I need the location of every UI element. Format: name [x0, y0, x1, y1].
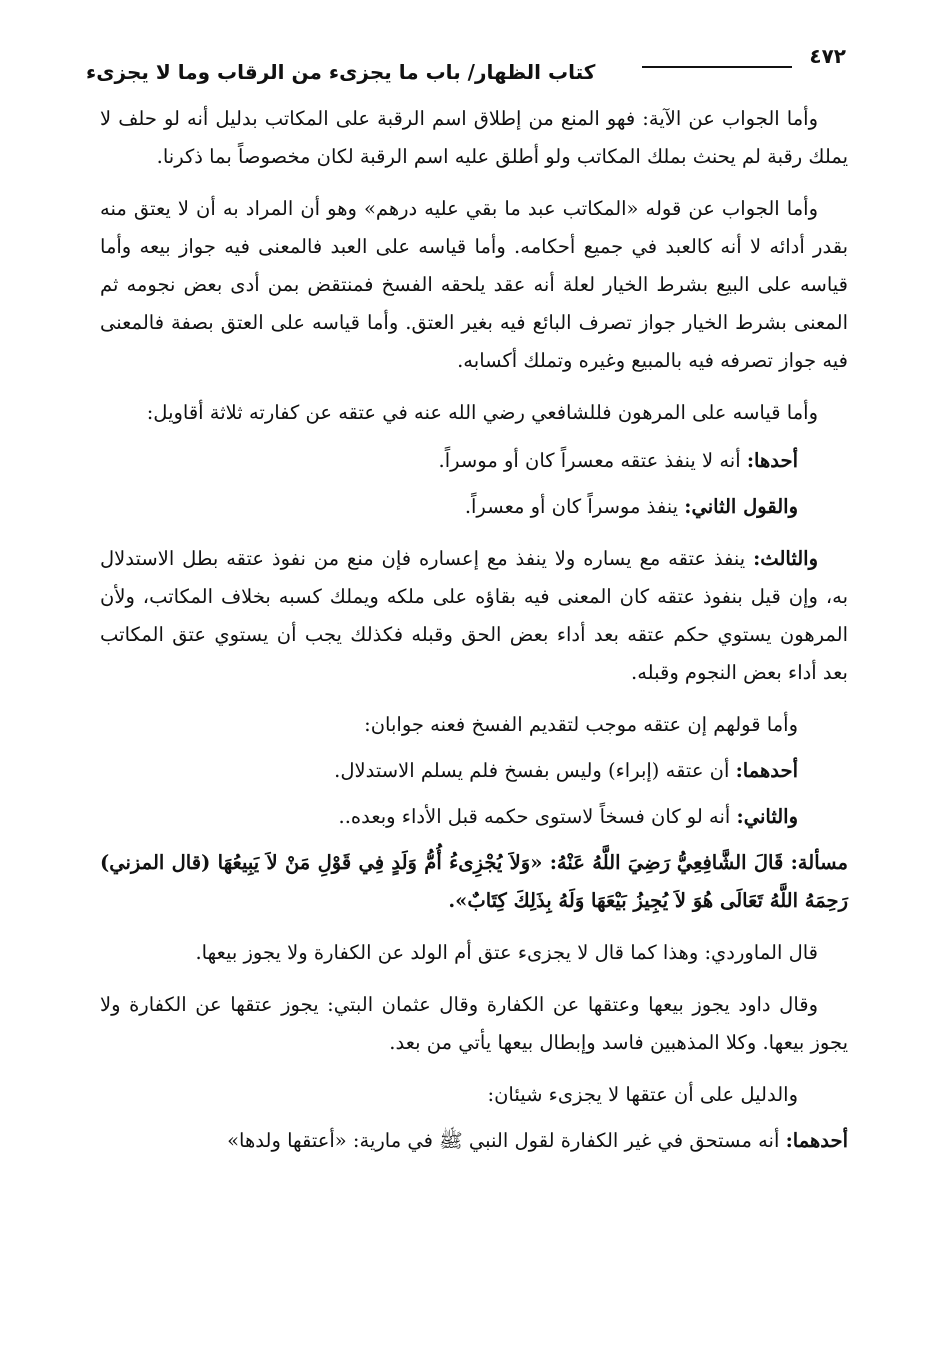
paragraph-masala: [100, 844, 848, 920]
paragraph-lead: أحدها:: [746, 449, 798, 472]
paragraph: [100, 190, 848, 380]
paragraph-text: أن عتقه (إبراء) وليس بفسخ فلم يسلم الاستدلال.: [334, 759, 730, 782]
page-header: [86, 44, 846, 84]
paragraph-text: وأما الجواب عن الآية: فهو المنع من إطلاق اسم الرقبة على المكاتب بدليل أنه لو حلف لا يملك رقبة لم يحنث بملك المكاتب ولو أطلق عليه اسم الرقبة لكان مخصوصاً بما ذكرنا.: [100, 107, 848, 168]
paragraph: [100, 986, 848, 1062]
paragraph: [100, 934, 848, 972]
paragraph-text: وأما قياسه على المرهون فللشافعي رضي الله عنه في عتقه عن كفارته ثلاثة أقاويل:: [146, 401, 818, 424]
paragraph-lead: والثاني:: [736, 805, 798, 828]
paragraph-text: قال الماوردي: وهذا كما قال لا يجزىء عتق أم الولد عن الكفارة ولا يجوز بيعها.: [195, 941, 818, 964]
paragraph: [100, 1076, 848, 1114]
paragraph-lead: والثالث:: [753, 547, 818, 570]
paragraph-text: وأما الجواب عن قوله «المكاتب عبد ما بقي عليه درهم» وهو أن المراد به أن لا يعتق منه بقدر أدائه لا أنه كالعبد في جميع أحكامه. وأما قياسه على العبد فالمعنى فيه جواز بيعه وأما قياسه على البيع بشرط الخيار لعلة أنه عقد يلحقه الفسخ فمنتقض بمن أدى بعض نجومه ثم المعنى بشرط الخيار جواز تصرف البائع فيه بغير العتق. وأما قياسه على العتق بصفة فالمعنى فيه جواز تصرفه فيه بالمبيع وغيره وتملك أكسابه.: [100, 197, 848, 372]
paragraph-text: وأما قولهم إن عتقه موجب لتقديم الفسخ فعنه جوابان:: [364, 713, 798, 736]
paragraph-opinion-2: [100, 488, 848, 526]
paragraph-text: أنه لو كان فسخاً لاستوى حكمه قبل الأداء وبعده..: [338, 805, 731, 828]
paragraph-text: ينفذ عتقه مع يساره ولا ينفذ مع إعساره فإن منع من نفوذ عتقه بطل الاستدلال به، وإن قيل بنفوذ عتقه كان المعنى فيه بقاؤه على ملكه ويملك كسبه بخلاف المكاتب، ولأن المرهون يستوي حكم عتقه بعد أداء بعض الحق وقبله فكذلك يجب أن يستوي عتق المكاتب بعد أداء بعض النجوم وقبله.: [100, 547, 848, 684]
paragraph-lead: أحدهما:: [785, 1129, 848, 1152]
header-rule: [642, 66, 792, 68]
paragraph-opinion-1: [100, 442, 848, 480]
running-title: كتاب الظهار/ باب ما يجزىء من الرقاب وما لا يجزىء: [86, 60, 596, 84]
paragraph-lead: والقول الثاني:: [684, 495, 798, 518]
paragraph-lead: مسألة: قَالَ الشَّافِعِيُّ: [676, 851, 848, 874]
paragraph-text: وقال داود يجوز بيعها وعتقها عن الكفارة وقال عثمان البتي: يجوز عتقها عن الكفارة ولا يجوز بيعها. وكلا المذهبين فاسد وإبطال بيعها يأتي من بعد.: [100, 993, 848, 1054]
paragraph-text: أنه لا ينفذ عتقه معسراً كان أو موسراً.: [438, 449, 741, 472]
paragraph-answer-1: [100, 752, 848, 790]
page-number: ٤٧٢: [809, 44, 846, 68]
paragraph-lead: أحدهما:: [735, 759, 798, 782]
paragraph: [100, 394, 848, 432]
paragraph-answer-2: [100, 798, 848, 836]
paragraph-text: ينفذ موسراً كان أو معسراً.: [464, 495, 679, 518]
paragraph-evidence-1: [100, 1122, 848, 1160]
paragraph-opinion-3: [100, 540, 848, 692]
paragraph: [100, 706, 848, 744]
paragraph-quote: رَضِيَ اللَّهُ عَنْهُ: «وَلاَ يُجْزِىءُ أُمُّ وَلَدٍ فِي قَوْلِ مَنْ لاَ يَبِيعُهَا (قال المزني) رَحِمَهُ اللَّهُ تَعَالَى هُوَ لاَ يُجِيزُ بَيْعَهَا وَلَهُ بِذَلِكَ كِتَابٌ».: [100, 851, 848, 912]
paragraph-text: والدليل على أن عتقها لا يجزىء شيئان:: [487, 1083, 798, 1106]
paragraph: [100, 100, 848, 176]
page-body: [100, 100, 848, 1174]
paragraph-text: أنه مستحق في غير الكفارة لقول النبي ﷺ في مارية: «أعتقها ولدها»: [227, 1129, 780, 1152]
